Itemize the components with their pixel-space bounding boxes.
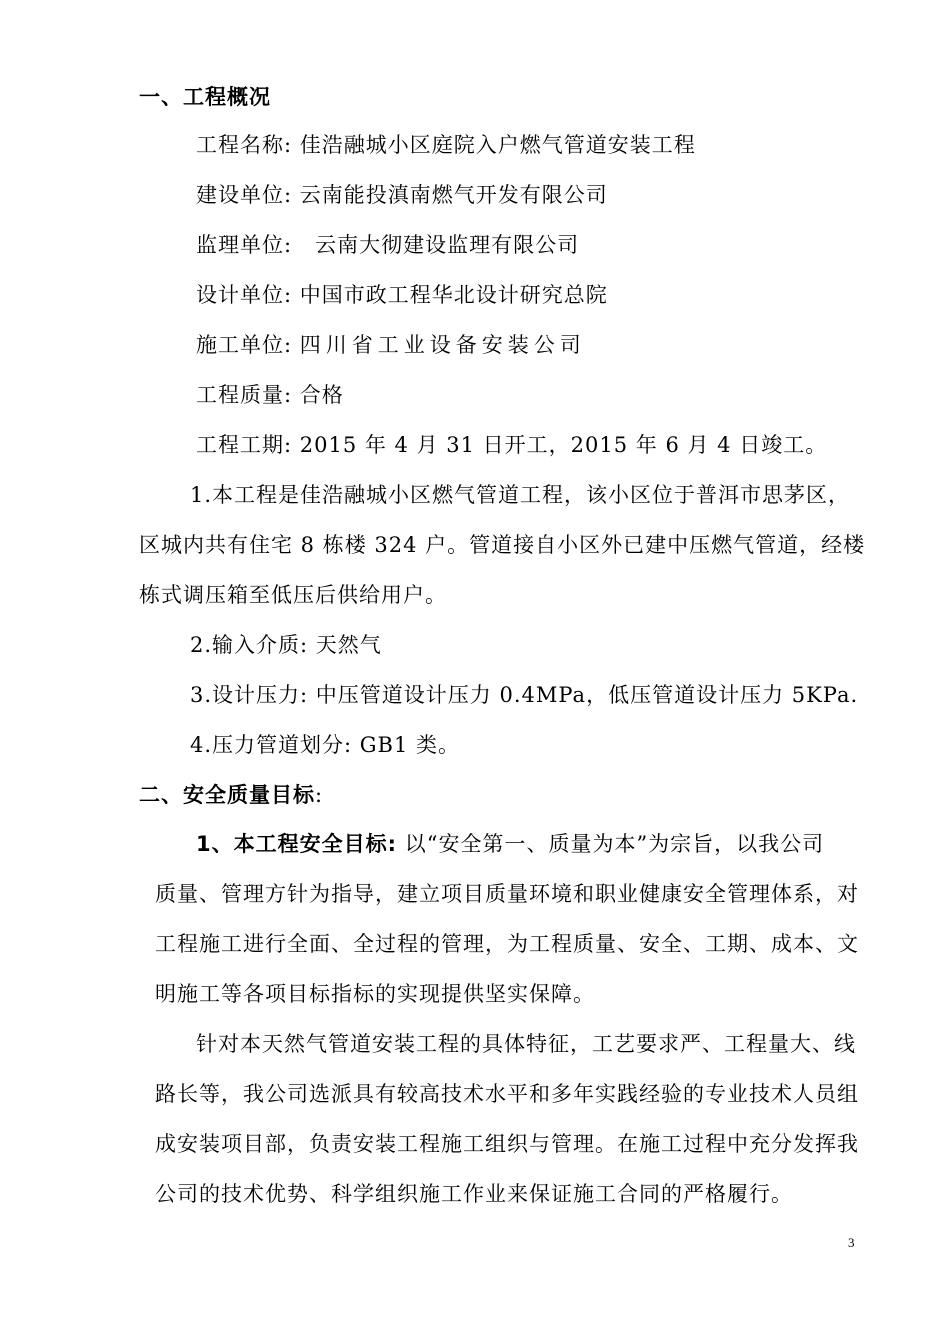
item-4: 4.压力管道划分: GB1 类。 bbox=[190, 733, 461, 757]
item-3: 3.设计压力: 中压管道设计压力 0.4MPa，低压管道设计压力 5KPa. bbox=[190, 683, 859, 707]
para-line-3: 成安装项目部，负责安装工程施工组织与管理。在施工过程中充分发挥我 bbox=[155, 1132, 859, 1156]
field-construction-unit bbox=[196, 180, 608, 210]
field-value: 佳浩融城小区庭院入户燃气管道安装工程 bbox=[299, 133, 696, 157]
field-project-name bbox=[196, 130, 696, 160]
field-value: 合格 bbox=[299, 383, 344, 407]
goal-line-4: 明施工等各项目标指标的实现提供坚实保障。 bbox=[155, 982, 595, 1006]
field-value: 云南大彻建设监理有限公司 bbox=[315, 233, 580, 257]
field-design-unit bbox=[196, 280, 608, 310]
page-number: 3 bbox=[848, 1235, 855, 1250]
field-label: 工程质量: bbox=[196, 383, 293, 407]
field-label: 工程名称: bbox=[196, 133, 293, 157]
item-1-line-2: 区城内共有住宅 8 栋楼 324 户。管道接自小区外已建中压燃气管道，经楼 bbox=[139, 533, 866, 557]
goal-label: 1、本工程安全目标: bbox=[196, 832, 398, 856]
goal-line-2: 质量、管理方针为指导，建立项目质量环境和职业健康安全管理体系，对 bbox=[155, 882, 859, 906]
para-line-4: 公司的技术优势、科学组织施工作业来保证施工合同的严格履行。 bbox=[155, 1182, 793, 1206]
field-label: 工程工期: bbox=[196, 433, 293, 457]
field-value: 2015 年 4 月 31 日开工，2015 年 6 月 4 日竣工。 bbox=[299, 433, 828, 457]
item-2: 2.输入介质: 天然气 bbox=[190, 633, 382, 657]
field-duration bbox=[196, 430, 827, 460]
field-label: 监理单位: bbox=[196, 233, 293, 257]
field-value: 四川省工业设备安装公司 bbox=[299, 333, 586, 357]
field-contractor bbox=[196, 330, 586, 360]
goal-line-1 bbox=[196, 829, 824, 859]
item-1-line-3: 栋式调压箱至低压后供给用户。 bbox=[139, 583, 447, 607]
section-2-heading-colon: : bbox=[315, 783, 324, 807]
field-label: 施工单位: bbox=[196, 333, 293, 357]
field-value: 中国市政工程华北设计研究总院 bbox=[299, 283, 608, 307]
field-label: 设计单位: bbox=[196, 283, 293, 307]
goal-text: 以“安全第一、质量为本”为宗旨，以我公司 bbox=[404, 832, 825, 856]
field-quality bbox=[196, 380, 344, 410]
item-1-line-1: 1.本工程是佳浩融城小区燃气管道工程，该小区位于普洱市思茅区， bbox=[190, 483, 851, 507]
para-line-2: 路长等，我公司选派具有较高技术水平和多年实践经验的专业技术人员组 bbox=[155, 1082, 859, 1106]
para-line-1: 针对本天然气管道安装工程的具体特征，工艺要求严、工程量大、线 bbox=[196, 1032, 856, 1056]
section-2-heading-text: 二、安全质量目标 bbox=[139, 783, 315, 807]
goal-line-3: 工程施工进行全面、全过程的管理，为工程质量、安全、工期、成本、文 bbox=[155, 932, 859, 956]
field-label: 建设单位: bbox=[196, 183, 293, 207]
section-1-heading: 一、工程概况 bbox=[139, 85, 271, 109]
field-supervision-unit bbox=[196, 230, 579, 260]
section-2-heading bbox=[139, 780, 323, 810]
field-value: 云南能投滇南燃气开发有限公司 bbox=[299, 183, 608, 207]
